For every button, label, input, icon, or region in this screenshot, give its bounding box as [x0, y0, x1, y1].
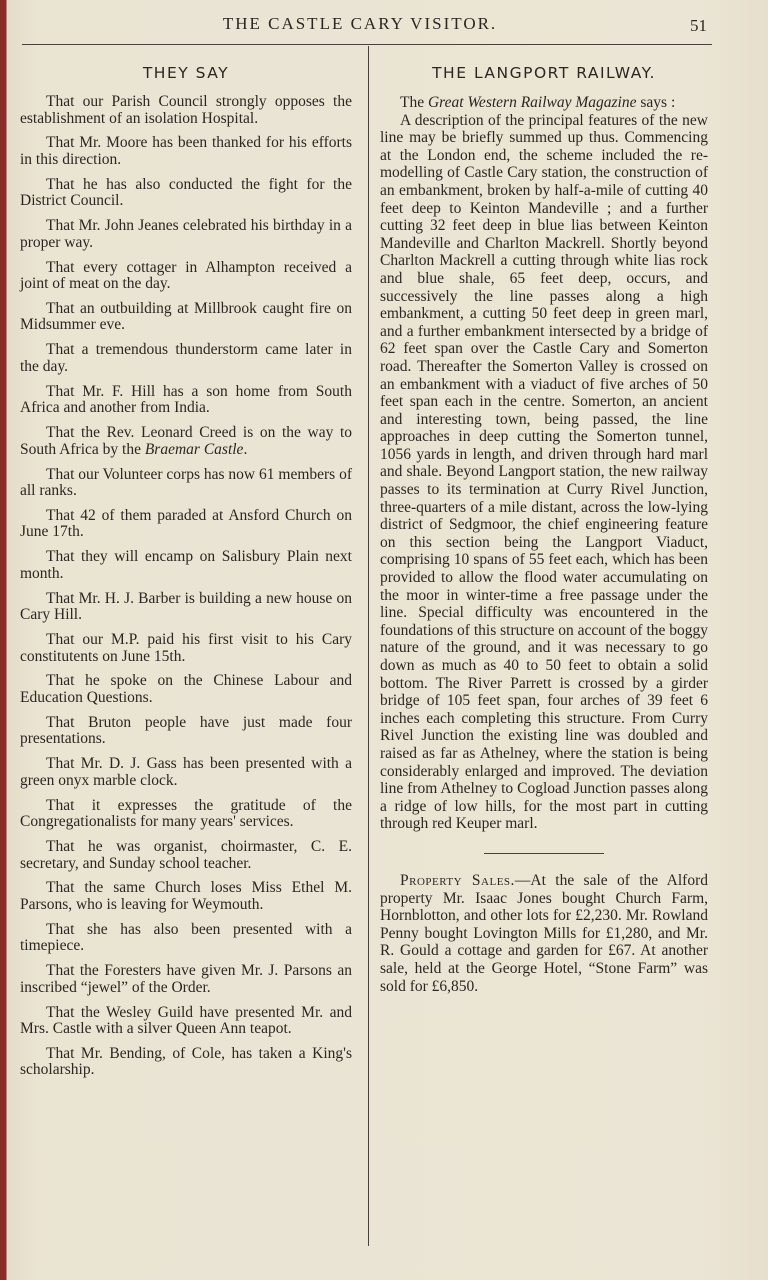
ship-name: Braemar Castle	[144, 440, 244, 458]
they-say-item: That every cottager in Alhampton received a joint of meat on the day.	[20, 258, 352, 293]
they-say-item: That Mr. F. Hill has a son home from South Africa and another from India.	[20, 382, 352, 417]
they-say-item: That Mr. Bending, of Cole, has taken a King's scholarship.	[20, 1044, 352, 1079]
they-say-item: That she has also been presented with a timepiece.	[20, 920, 352, 955]
they-say-item: That a tremendous thunderstorm came later in the day.	[20, 341, 352, 375]
they-say-item: That he was organist, choirmaster, C. E. secretary, and Sunday school teacher.	[20, 838, 352, 872]
langport-intro	[380, 94, 708, 112]
langport-column	[380, 62, 708, 995]
they-say-item: That the Wesley Guild have presented Mr. and Mrs. Castle with a silver Queen Ann teapot.	[20, 1003, 352, 1038]
they-say-item: That Mr. D. J. Gass has been presented with a green onyx marble clock.	[20, 755, 352, 789]
they-say-item-creed	[20, 425, 352, 458]
property-sales-label: Property Sales.	[400, 871, 515, 889]
langport-body: A description of the principal features of the new line may be briefly summed up thus. Commencing at the London end, the scheme included the re-modelling of Castle Cary station, the construction of an embankment, broken by half-a-mile of cutting 40 feet deep to Keinton Mandeville ; and a further cutting 32 feet deep in blue lias between Keinton Mandeville and Charlton Mackrell. Shortly beyond Charlton Mackrell a cutting through white lias rock and blue shale, 65 feet deep, occurs, and successively the line passes along a high embankment, a cutting 50 feet deep in green marl, and a further embankment intersected by a bridge of 62 feet span over the Castle Cary and Somerton road. Thereafter the Somerton Valley is crossed on an embankment with a viaduct of five arches of 50 feet span each in the centre. Somerton, an ancient and interesting town, being passed, the line approaches in deep cutting the Somerton tunnel, 1056 yards in length, and driven through hard marl and shale. Beyond Langport station, the new railway passes to its termination at Curry Rivel Junction, three-quarters of a mile distant, across the low-lying district of Sedgmoor, the chief engineering feature on this section being the Langport Viaduct, comprising 10 spans of 55 feet each, which has been provided to allow the flood water accumulating on the moor in winter-time a free passage under the line. Special difficulty was encountered in the foundations of this structure on account of the boggy nature of the ground, and it was necessary to go down as much as 40 to 50 feet to obtain a solid bottom. The River Parrett is crossed by a girder bridge of 105 feet span, four arches of 39 feet 6 inches each completing this structure. From Curry Rivel Junction the existing line was doubled and raised as far as Athelney, where the station is being considerably enlarged and improved. The deviation line from Athelney to Cogload Junction passes along a ridge of low hills, for the most part in cutting through red Keuper marl.	[380, 111, 709, 833]
magazine-title: Great Western Railway Magazine	[427, 94, 637, 111]
creed-text: That the Rev. Leonard Creed is on the way to South Africa by the	[20, 424, 352, 458]
they-say-item: That the same Church loses Miss Ethel M. Parsons, who is leaving for Weymouth.	[20, 879, 352, 913]
langport-heading: THE LANGPORT RAILWAY.	[432, 64, 656, 82]
they-say-item: That 42 of them paraded at Ansford Church on June 17th.	[20, 506, 352, 541]
header-rule	[22, 44, 712, 45]
intro-tail: says :	[636, 94, 676, 111]
property-sales-text: —At the sale of the Alford property Mr. Isaac Jones bought Church Farm, Hornblotton, and other lots for £2,230. Mr. Rowland Penny bought Lovington Mills for £1,280, and Mr. R. Gould a cottage and garden for £67. At another sale, held at the George Hotel, “Stone Farm” was sold for £6,850.	[380, 871, 708, 995]
column-divider	[368, 46, 369, 1246]
they-say-heading: THEY SAY	[142, 64, 230, 82]
they-say-item: That our Volunteer corps has now 61 members of all ranks.	[20, 465, 352, 500]
they-say-item: That it expresses the gratitude of the Congregationalists for many years' services.	[20, 796, 352, 831]
page-number: 51	[690, 16, 707, 35]
creed-end: .	[243, 440, 248, 458]
running-head: THE CASTLE CARY VISITOR.	[222, 14, 498, 33]
property-sales	[380, 872, 708, 995]
they-say-column	[20, 62, 352, 1087]
they-say-item: That he has also conducted the fight for the District Council.	[20, 175, 352, 210]
they-say-item: That they will encamp on Salisbury Plain next month.	[20, 548, 352, 582]
they-say-item: That Mr. John Jeanes celebrated his birthday in a proper way.	[20, 217, 352, 251]
they-say-item: That an outbuilding at Millbrook caught fire on Midsummer eve.	[20, 299, 352, 334]
they-say-item: That the Foresters have given Mr. J. Parsons an inscribed “jewel” of the Order.	[20, 962, 352, 996]
intro-lead: The	[400, 94, 428, 111]
they-say-item: That our Parish Council strongly opposes the establishment of an isolation Hospital.	[20, 93, 352, 127]
they-say-item: That Mr. H. J. Barber is building a new house on Cary Hill.	[20, 589, 352, 624]
section-rule	[484, 853, 604, 854]
they-say-item: That Mr. Moore has been thanked for his efforts in this direction.	[20, 134, 352, 168]
they-say-item: That our M.P. paid his first visit to his Cary constitutents on June 15th.	[20, 631, 352, 665]
they-say-item: That he spoke on the Chinese Labour and Education Questions.	[20, 672, 352, 706]
they-say-item: That Bruton people have just made four presentations.	[20, 713, 352, 748]
